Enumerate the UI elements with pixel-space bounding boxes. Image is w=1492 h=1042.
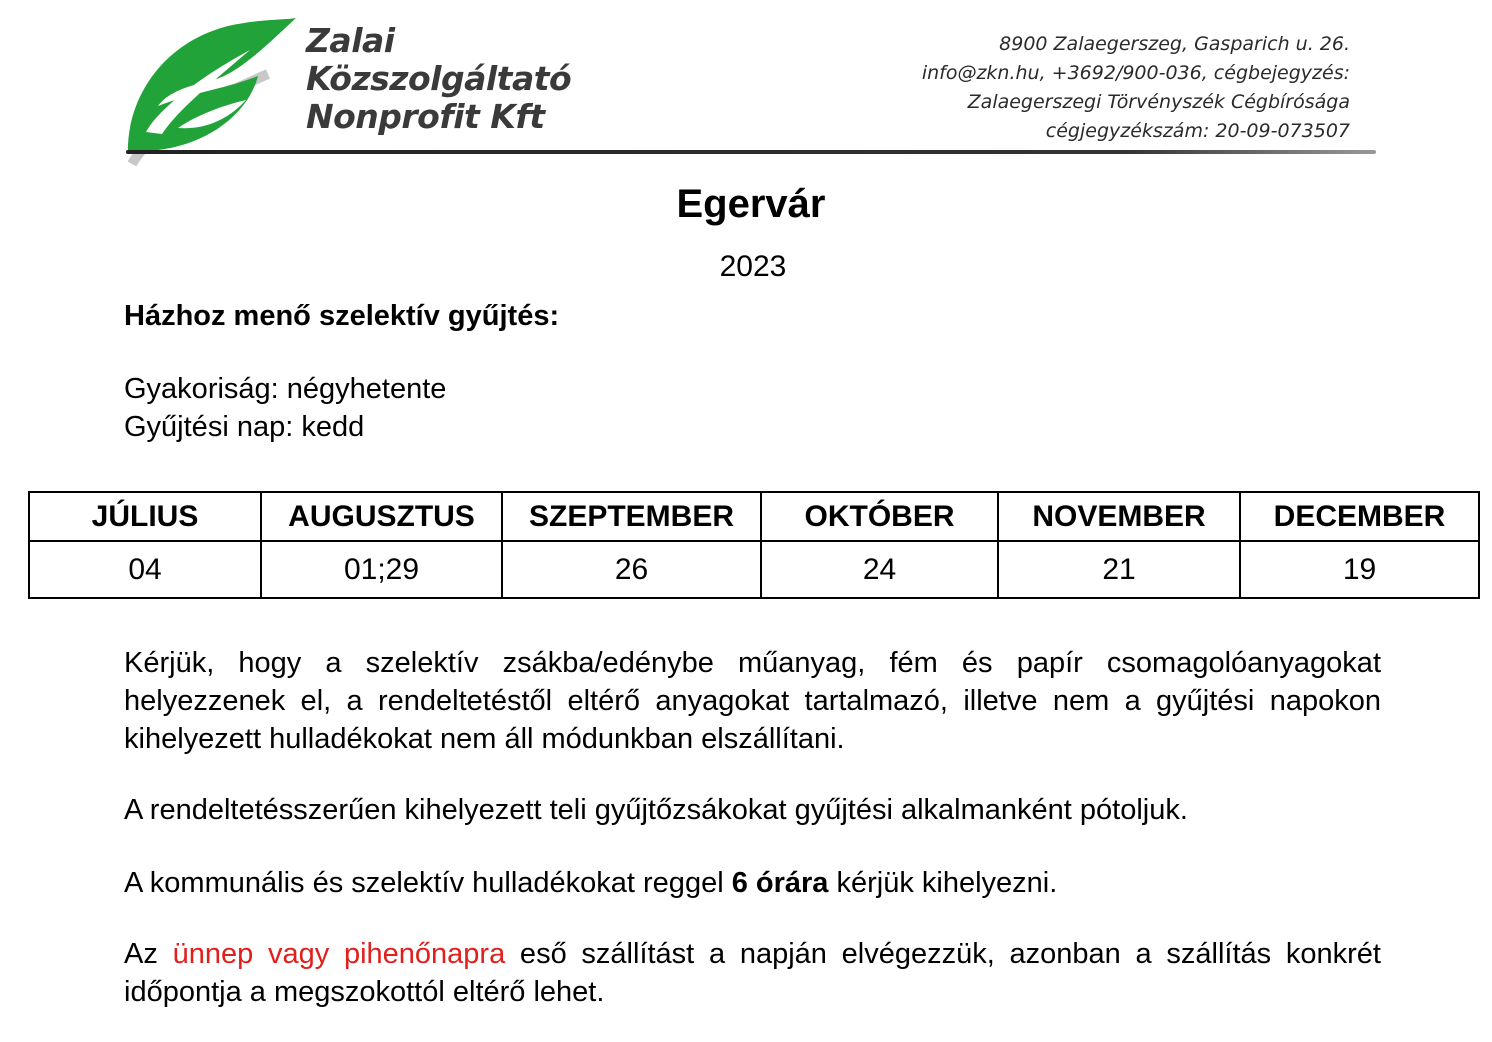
- month-header: OKTÓBER: [761, 492, 998, 541]
- holiday-highlight: ünnep vagy pihenőnapra: [172, 938, 506, 970]
- month-header: AUGUSZTUS: [261, 492, 502, 541]
- collection-date: 24: [761, 541, 998, 598]
- contact-address: 8900 Zalaegerszeg, Gasparich u. 26.: [999, 33, 1350, 55]
- company-contact: [922, 30, 1350, 146]
- collection-date: 01;29: [261, 541, 502, 598]
- collection-day: Gyűjtési nap: kedd: [124, 411, 365, 443]
- page-title: Egervár: [676, 182, 826, 226]
- year: 2023: [719, 250, 787, 283]
- month-header: JÚLIUS: [29, 492, 261, 541]
- contact-email-phone: info@zkn.hu, +3692/900-036, cégbejegyzés:: [921, 62, 1350, 84]
- collection-date: 26: [502, 541, 761, 598]
- month-header: SZEPTEMBER: [502, 492, 761, 541]
- time-paragraph: [124, 864, 1381, 902]
- company-name: [306, 22, 571, 136]
- collection-date: 19: [1240, 541, 1479, 598]
- notice-paragraph: Kérjük, hogy a szelektív zsákba/edénybe műanyag, fém és papír csomagolóanyagokat helyezzenek el, a rendeltetéstől eltérő anyagokat tartalmazó, illetve nem a gyűjtési napokon kihelyezett hulladékokat nem áll módunkban elszállítani.: [124, 647, 1381, 755]
- time-text-after: kérjük kihelyezni.: [828, 867, 1058, 899]
- collection-info: [124, 370, 446, 446]
- month-header: DECEMBER: [1240, 492, 1479, 541]
- replacement-paragraph: A rendeltetésszerűen kihelyezett teli gyűjtőzsákokat gyűjtési alkalmanként pótoljuk.: [124, 794, 1188, 826]
- time-highlight: 6 órára: [731, 867, 829, 899]
- contact-court: Zalaegerszegi Törvényszék Cégbírósága: [967, 91, 1350, 113]
- frequency: Gyakoriság: négyhetente: [124, 373, 447, 405]
- schedule-table: [28, 491, 1480, 599]
- holiday-text-after: eső szállítást a napján elvégezzük, azonban a szállítás konkrét időpontja a megszokottól eltérő lehet.: [124, 938, 1381, 1008]
- header-divider: [126, 150, 1376, 154]
- collection-date: 04: [29, 541, 261, 598]
- contact-registration: cégjegyzékszám: 20-09-073507: [1045, 120, 1350, 142]
- company-name-line: Zalai: [306, 21, 395, 60]
- collection-date: 21: [998, 541, 1240, 598]
- table-row: [29, 541, 1479, 598]
- holiday-paragraph: [124, 935, 1381, 1011]
- holiday-text-before: Az: [124, 938, 173, 970]
- section-heading: Házhoz menő szelektív gyűjtés:: [124, 300, 560, 332]
- table-header-row: [29, 492, 1479, 541]
- company-name-line: Közszolgáltató: [306, 59, 572, 98]
- month-header: NOVEMBER: [998, 492, 1240, 541]
- time-text-before: A kommunális és szelektív hulladékokat reggel: [124, 867, 732, 899]
- company-name-line: Nonprofit Kft: [306, 97, 545, 136]
